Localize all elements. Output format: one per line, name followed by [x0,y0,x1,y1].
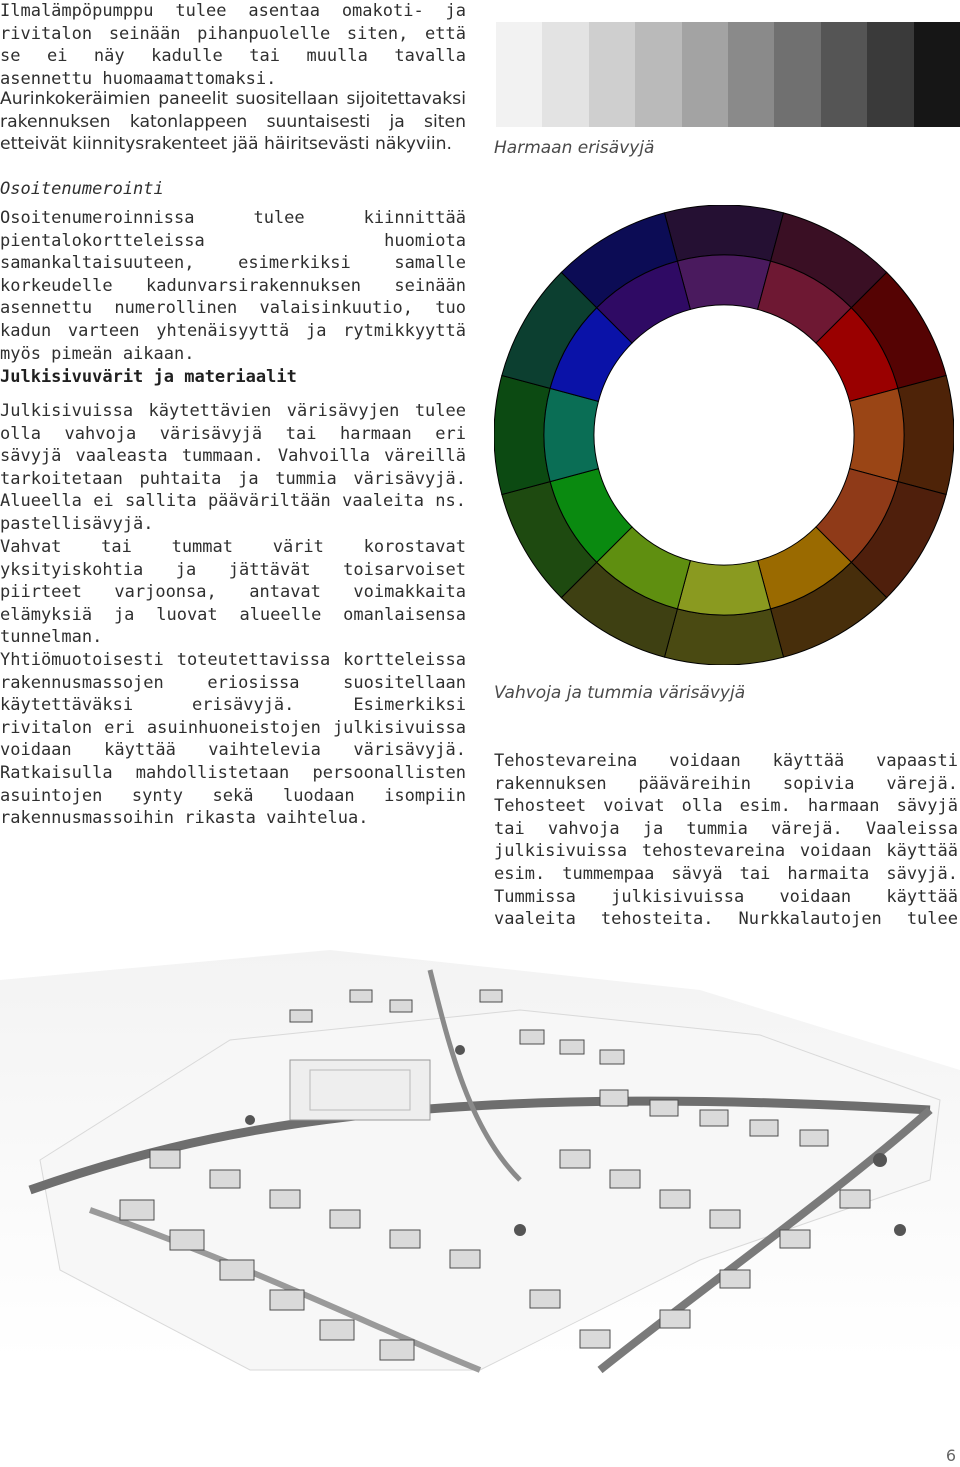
wheel-outer-segment [664,609,783,665]
aerial-illustration [0,930,960,1390]
address-paragraph: Osoitenumeroinnissa tulee kiinnittää pientalokortteleissa huomiota samankaltaisuuteen, esimerkiksi samalle korkeudelle kadunvarsirakennuksen seinään asennettu numerollinen valaisinkuutio, tuo kadun varteen yhtenäisyyttä ja rytmikkyyttä myös pimeän aikaan. [0,208,466,364]
page-number: 6 [945,1446,956,1465]
facade-paragraph-2: Vahvat tai tummat värit korostavat yksityiskohtia ja jättävät toisarvoiset piirteet varjoonsa, antavat voimakkaita elämyksiä ja luovat alueelle omanlaisensa tunnelman. [0,537,466,648]
wheel-outer-segment [494,375,550,494]
color-wheel [494,205,954,665]
solar-paragraph: Aurinkokeräimien paneelit suositellaan sijoitettavaksi rakennuksen katonlappeen suuntaisesti ja siten etteivät kiinnitysrakenteet jää häiritsevästi näkyviin. [0,89,466,155]
gray-swatch [821,22,867,127]
heat-pump-paragraph: Ilmalämpöpumppu tulee asentaa omakoti- ja rivitalon seinään pihanpuolelle siten, että se ei näy kadulle tai muulla tavalla asennettu huomaamattomaksi. [0,1,466,89]
color-caption: Vahvoja ja tummia värisävyjä [494,683,746,703]
gray-swatch [589,22,635,127]
gray-swatch [496,22,542,127]
facade-paragraph-1: Julkisivuissa käytettävien värisävyjen tulee olla vahvoja värisävyjä tai harmaan eri sävyjä vaaleasta tummaan. Vahvoilla väreillä tarkoitetaan puhtaita ja tummia värisävyjä. Alueella ei sallita pääväriltään vaaleita ns. pastellisävyjä. [0,401,466,534]
wheel-inner-segment [544,388,598,481]
gray-swatch [774,22,820,127]
gray-scale-swatches [496,22,960,127]
facade-heading: Julkisivuvärit ja materiaalit [0,367,297,387]
facade-paragraph-3: Yhtiömuotoisesti toteutettavissa kortteleissa rakennusmassojen eriosissa suositellaan käytettäväksi erisävyjä. Esimerkiksi rivitalon eri asuinhuoneistojen julkisivuissa voidaan käyttää vaihtelevia värisävyjä. Ratkaisulla mahdollistetaan persoonallisten asuintojen synty sekä luodaan isompiin rakennusmassoihin rikasta vaihtelua. [0,650,466,829]
gray-swatch [635,22,681,127]
gray-caption: Harmaan erisävyjä [494,138,655,158]
wheel-outer-segment [898,375,954,494]
gray-swatch [867,22,913,127]
wheel-outer-segment [664,205,783,261]
wheel-inner-segment [677,561,770,615]
accent-paragraph: Tehostevareina voidaan käyttää vapaasti rakennuksen pääväreihin sopivia värejä. Tehosteet voivat olla esim. harmaan sävyjä tai vahvoja ja tummia värejä. Vaaleissa julkisivuissa tehostevareina voidaan käyttää esim. tummempaa sävyä tai harmaita sävyjä. Tummissa julkisivuissa voidaan käyttää vaaleita tehosteita. Nurkkalautojen tulee [494,751,958,930]
wheel-inner-segment [850,388,904,481]
wheel-inner-segment [677,255,770,309]
address-heading: Osoitenumerointi [0,179,164,199]
gray-swatch [914,22,960,127]
gray-swatch [728,22,774,127]
gray-swatch [682,22,728,127]
gray-swatch [542,22,588,127]
